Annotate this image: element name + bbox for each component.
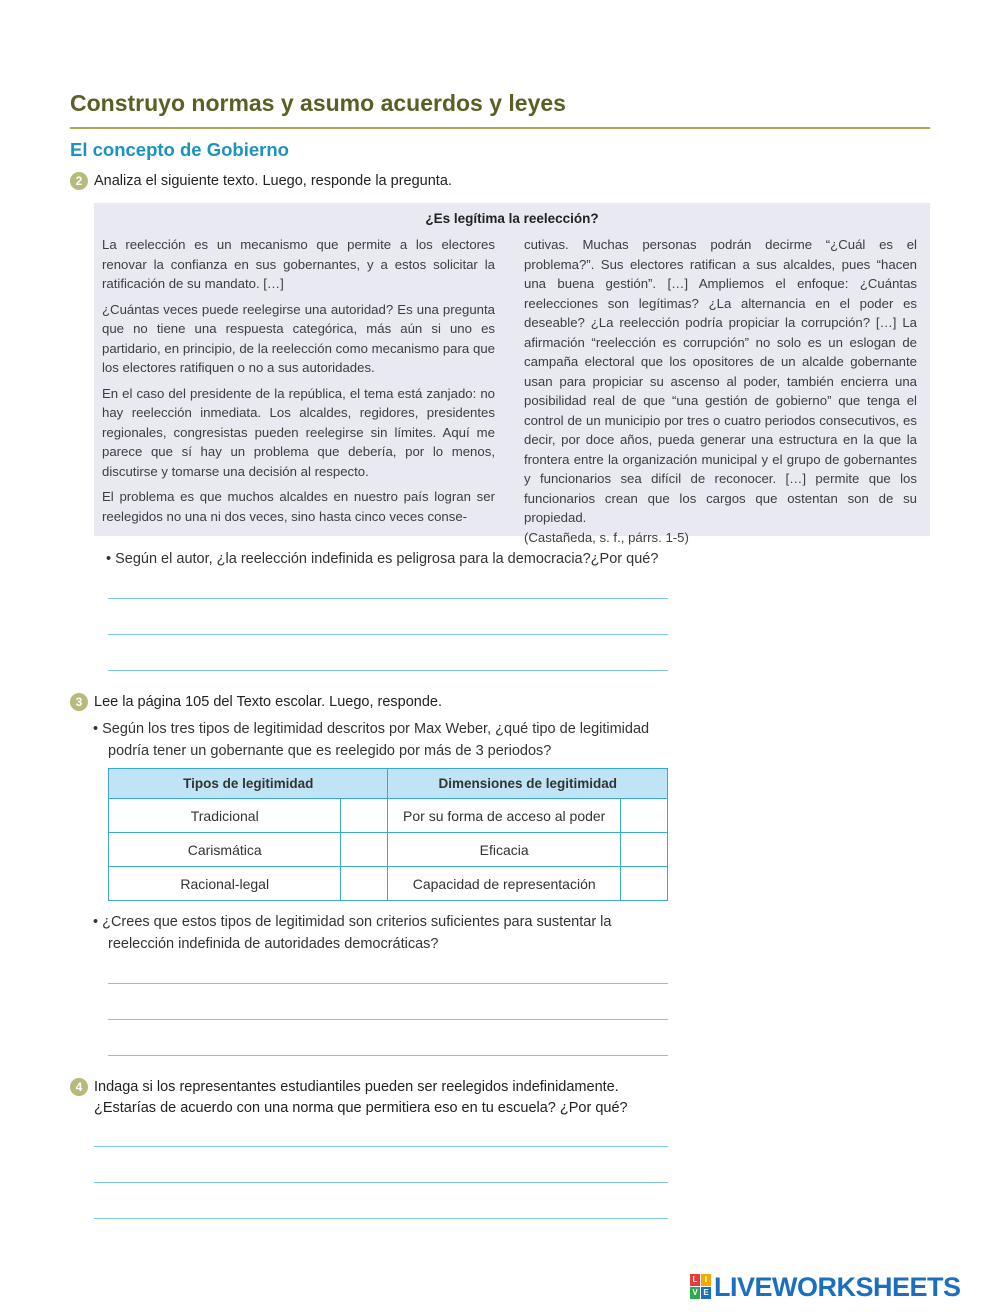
- logo-blocks-icon: [690, 1274, 712, 1300]
- match-box[interactable]: [341, 867, 388, 901]
- reading-paragraph: En el caso del presidente de la república, el tema está zanjado: no hay reelección inmediata. Los alcaldes, regidores, presidentes regionales, congresistas pueden reelegirse sin límites. Aquí me parece que sí hay un problema que debería, por lo menos, discutirse y tomarse una decisión al respecto.: [102, 385, 495, 479]
- table-cell-tipo: Carismática: [109, 833, 341, 867]
- logo-block: E: [701, 1287, 711, 1299]
- question-3-bullet-2: [93, 912, 693, 955]
- table-cell-tipo: Racional-legal: [109, 867, 341, 901]
- match-box[interactable]: [620, 833, 667, 867]
- question-number-badge: 4: [70, 1078, 88, 1096]
- reading-paragraph: cutivas. Muchas personas podrán decirme “¿Cuál es el problema?”. Sus electores ratifican a sus alcaldes, pues “hacen una buena gestión”. […] Ampliemos el enfoque: ¿Cuántas reelecciones son legítimas? ¿La alternancia en el poder es deseable? ¿La reelección podría propiciar la corrupción? […] La afirmación “reelección es corrupción” no solo es un eslogan de campaña electoral que los opositores de un alcalde gobernante usan para propiciar su ascenso al poder, también encierra una posibilidad real de que “una gestión de gobierno” que tenga el control de un municipio por tres o cuatro periodos consecutivos, es decir, por doce años, pueda generar una estructura en la que la frontera entre la organización municipal y el grupo de gobernantes y funcionarios sea difícil de reconocer. […] permite que los funcionarios crean que los cargos que ostentan son de su propiedad.: [524, 237, 917, 525]
- table-cell-dimension: Por su forma de acceso al poder: [388, 799, 620, 833]
- bullet-line: • Según los tres tipos de legitimidad descritos por Max Weber, ¿qué tipo de legitimidad: [93, 721, 650, 737]
- reading-box: [94, 203, 930, 545]
- question-2: [70, 171, 930, 193]
- question-4-line: ¿Estarías de acuerdo con una norma que permitiera eso en tu escuela? ¿Por qué?: [94, 1100, 628, 1116]
- question-number-badge: 3: [70, 693, 88, 711]
- reading-column-left: [102, 235, 495, 532]
- table-row: [109, 799, 668, 833]
- bullet-line: podría tener un gobernante que es reelegido por más de 3 periodos?: [108, 742, 552, 759]
- answer-line[interactable]: [108, 1055, 668, 1056]
- legitimacy-table: [108, 768, 668, 901]
- bullet-line: • ¿Crees que estos tipos de legitimidad son criterios suficientes para sustentar la: [93, 914, 612, 930]
- table-row: [109, 833, 668, 867]
- question-number-badge: 2: [70, 172, 88, 190]
- logo-block: L: [690, 1274, 700, 1286]
- section-title: El concepto de Gobierno: [70, 139, 289, 160]
- answer-line[interactable]: [94, 1182, 668, 1183]
- match-box[interactable]: [620, 867, 667, 901]
- question-2-instruction: Analiza el siguiente texto. Luego, responde la pregunta.: [94, 173, 452, 189]
- page-title: Construyo normas y asumo acuerdos y leyes: [70, 90, 566, 116]
- question-4-line: Indaga si los representantes estudiantiles pueden ser reelegidos indefinidamente.: [94, 1079, 619, 1095]
- reading-paragraph: El problema es que muchos alcaldes en nuestro país logran ser reelegidos no una ni dos veces, sino hasta cinco veces conse-: [102, 489, 495, 524]
- table-row: [109, 867, 668, 901]
- table-cell-dimension: Capacidad de representación: [388, 867, 620, 901]
- title-divider: [70, 127, 930, 129]
- answer-line[interactable]: [94, 1218, 668, 1219]
- question-4-instruction: [94, 1077, 628, 1119]
- answer-line[interactable]: [94, 1146, 668, 1147]
- logo-block: V: [690, 1287, 700, 1299]
- logo-text: LIVEWORKSHEETS: [714, 1272, 961, 1302]
- reading-column-right: [524, 235, 917, 547]
- answer-line[interactable]: [108, 598, 668, 599]
- answer-line[interactable]: [108, 670, 668, 671]
- reading-paragraph: La reelección es un mecanismo que permite a los electores renovar la confianza en sus gobernantes, y a estos solicitar la ratificación de su mandato. […]: [102, 237, 495, 291]
- match-box[interactable]: [341, 799, 388, 833]
- table-cell-dimension: Eficacia: [388, 833, 620, 867]
- table-cell-tipo: Tradicional: [109, 799, 341, 833]
- reading-title: ¿Es legítima la reelección?: [425, 211, 599, 226]
- question-3-bullet-1: [93, 719, 693, 762]
- bullet-line: reelección indefinida de autoridades democráticas?: [108, 935, 439, 952]
- answer-line[interactable]: [108, 983, 668, 984]
- logo-block: I: [701, 1274, 711, 1286]
- reading-paragraph: ¿Cuántas veces puede reelegirse una autoridad? Es una pregunta que no tiene una respuesta categórica, más aún si uno es partidario, en principio, de la reelección como mecanismo para que los electores ratifiquen o no a sus autoridades.: [102, 301, 495, 375]
- match-box[interactable]: [620, 799, 667, 833]
- answer-line[interactable]: [108, 1019, 668, 1020]
- answer-line[interactable]: [108, 634, 668, 635]
- match-box[interactable]: [341, 833, 388, 867]
- question-4: [70, 1077, 930, 1121]
- question-3: [70, 692, 930, 714]
- liveworksheets-logo: [690, 1272, 990, 1302]
- question-2-bullet: • Según el autor, ¿la reelección indefinida es peligrosa para la democracia?¿Por qué?: [106, 551, 659, 567]
- question-3-instruction: Lee la página 105 del Texto escolar. Luego, responde.: [94, 694, 442, 710]
- table-header: Tipos de legitimidad: [109, 769, 388, 799]
- reading-citation: (Castañeda, s. f., párrs. 1-5): [524, 529, 689, 545]
- table-header: Dimensiones de legitimidad: [388, 769, 668, 799]
- table-header-row: [109, 769, 668, 799]
